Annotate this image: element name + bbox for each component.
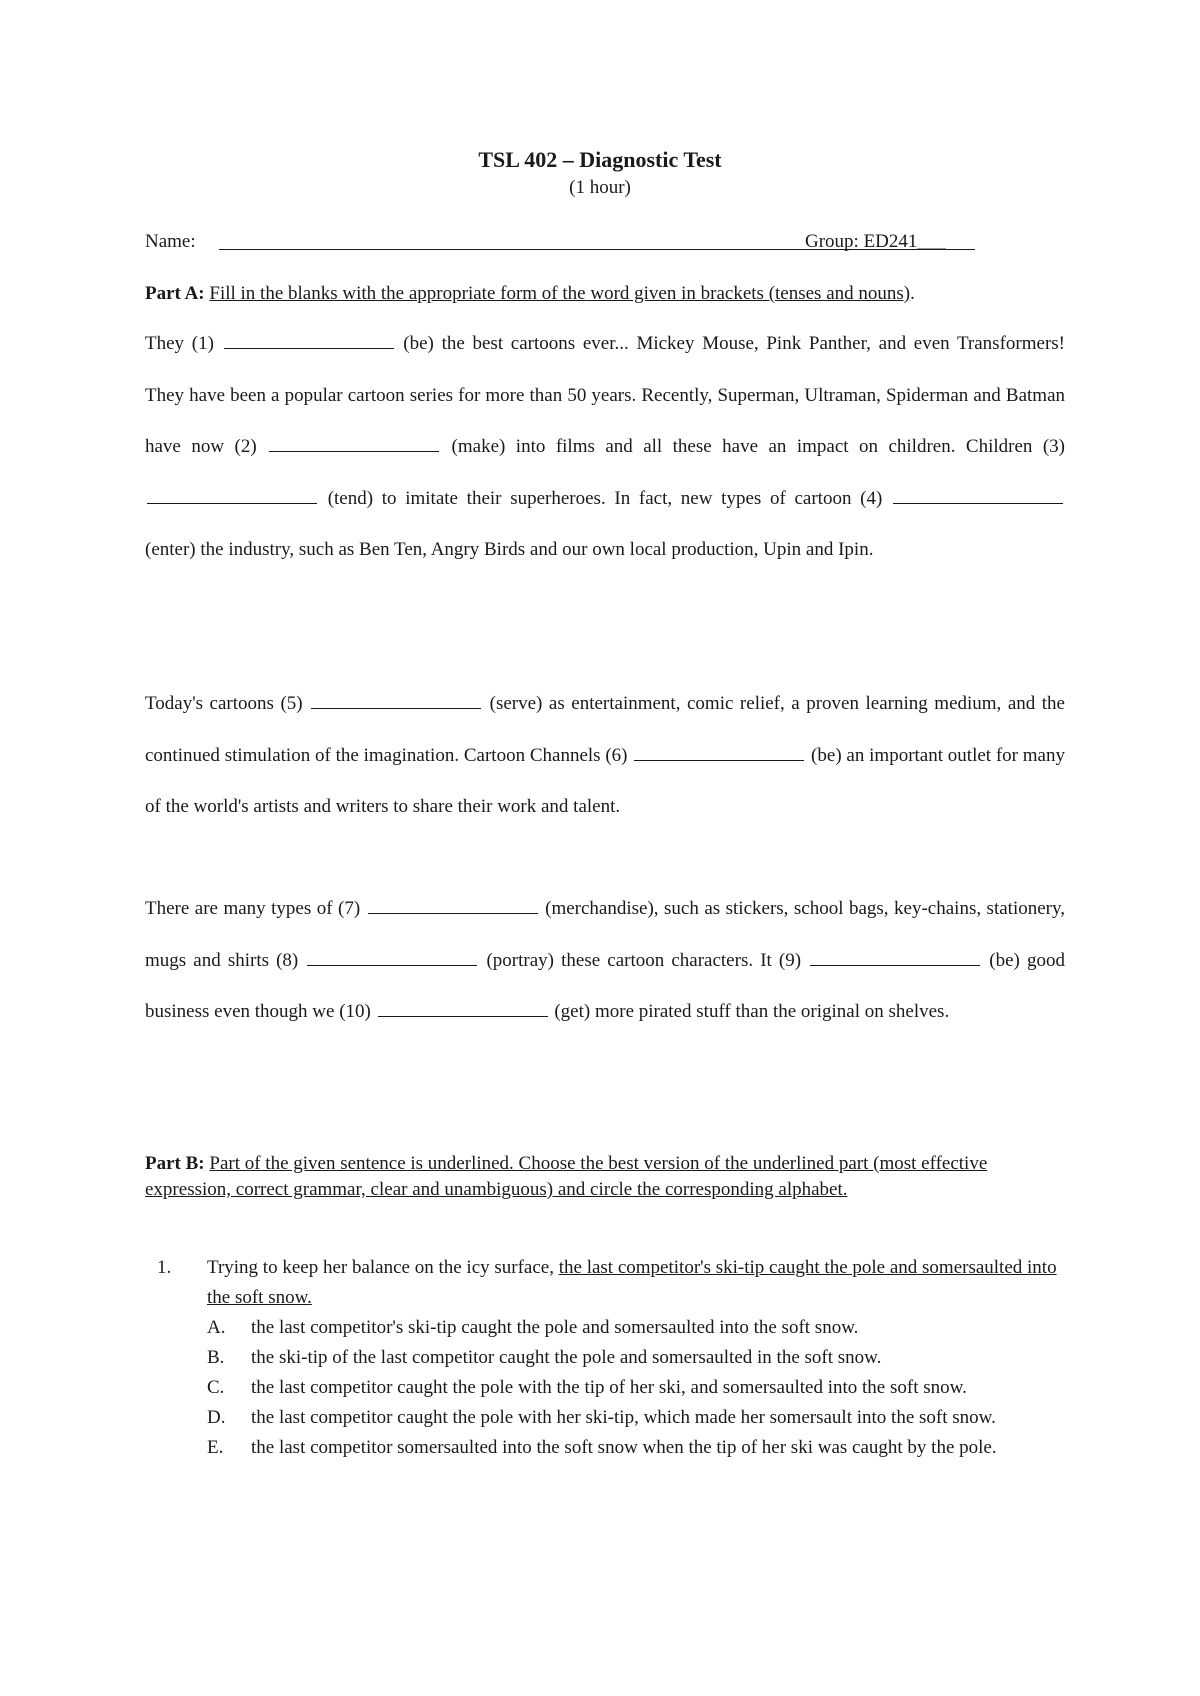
answer-blank-8[interactable] (307, 945, 477, 966)
question-stem-plain: Trying to keep her balance on the icy surface, (207, 1257, 559, 1278)
answer-blank-3[interactable] (147, 483, 317, 504)
part-b-instruction-text: Part of the given sentence is underlined. Choose the best version of the underlined part (most effective expression, correct grammar, clear and unambiguous) and circle the corresponding alphabet. (145, 1153, 988, 1200)
paragraph-text: (get) more pirated stuff than the original on shelves. (549, 1001, 950, 1022)
option-text: the last competitor somersaulted into the soft snow when the tip of her ski was caught by the pole. (251, 1437, 997, 1458)
answer-blank-7[interactable] (368, 893, 538, 914)
option-text: the last competitor caught the pole with the tip of her ski, and somersaulted into the soft snow. (251, 1377, 967, 1398)
part-a-instruction (145, 280, 1065, 308)
paragraph-text: (make) into films and all these have an impact on children. Children (3) (441, 436, 1065, 457)
option-b[interactable] (145, 1343, 1065, 1373)
option-a[interactable] (145, 1313, 1065, 1343)
part-b-instruction (145, 1151, 1065, 1203)
answer-blank-4[interactable] (893, 483, 1063, 504)
paragraph-text: There are many types of (7) (145, 898, 366, 919)
option-letter: D. (207, 1407, 226, 1428)
part-a-instruction-text: Fill in the blanks with the appropriate form of the word given in brackets (tenses and nouns) (209, 283, 911, 304)
part-a-label: Part A: (145, 283, 205, 304)
option-text: the last competitor's ski-tip caught the pole and somersaulted into the soft snow. (251, 1317, 859, 1338)
paragraph-text: (serve) as entertainment, comic relief, a proven learning medium, and the continued stimulation of the imagination. Cartoon Channels (6) (145, 693, 1065, 766)
paragraph-1 (145, 318, 1065, 576)
paragraph-text: (be) an important outlet for many of the world's artists and writers to share their work and talent. (145, 744, 1065, 817)
option-e[interactable] (145, 1433, 1065, 1463)
option-text: the ski-tip of the last competitor caught the pole and somersaulted in the soft snow. (251, 1347, 882, 1368)
paragraph-text: (tend) to imitate their superheroes. In fact, new types of cartoon (4) (319, 487, 891, 509)
answer-blank-10[interactable] (378, 996, 548, 1017)
paragraph-2 (145, 678, 1065, 833)
option-letter: E. (207, 1437, 224, 1458)
paragraph-text: (portray) these cartoon characters. It (9) (479, 949, 809, 971)
answer-blank-9[interactable] (810, 945, 980, 966)
answer-blank-1[interactable] (224, 328, 394, 349)
duration-text: (1 hour) (569, 177, 631, 198)
part-a-instruction-end: . (910, 283, 915, 304)
answer-blank-6[interactable] (634, 740, 804, 761)
question-number: 1. (157, 1257, 172, 1278)
option-text: the last competitor caught the pole with her ski-tip, which made her somersault into the soft snow. (251, 1407, 996, 1428)
question-stem (207, 1253, 1065, 1313)
paragraph-text: (be) good business even though we (10) (145, 949, 1065, 1022)
option-d[interactable] (145, 1403, 1065, 1433)
page-title: TSL 402 – Diagnostic Test (478, 147, 722, 172)
paragraph-text: (enter) the industry, such as Ben Ten, Angry Birds and our own local production, Upin and Ipin. (145, 539, 874, 560)
option-letter: A. (207, 1317, 226, 1338)
option-c[interactable] (145, 1373, 1065, 1403)
paragraph-text: (be) the best cartoons ever... Mickey Mouse, Pink Panther, and even Transformers! They have been a popular cartoon series for more than 50 years. Recently, Superman, Ultraman, Spiderman and Batman have now (2) (145, 333, 1065, 457)
option-list (145, 1313, 1065, 1463)
answer-blank-5[interactable] (311, 688, 481, 709)
name-label: Name: (145, 231, 196, 252)
option-letter: B. (207, 1347, 225, 1368)
question-stem-underlined: the last competitor's ski-tip caught the pole and somersaulted into the soft snow. (207, 1257, 1057, 1308)
part-b-label: Part B: (145, 1153, 205, 1174)
paragraph-3 (145, 883, 1065, 1038)
student-info-row (145, 228, 1065, 256)
question-1 (145, 1253, 1065, 1463)
paragraph-text: Today's cartoons (5) (145, 693, 310, 714)
paragraph-text: (merchandise), such as stickers, school bags, key-chains, stationery, mugs and shirts (8) (145, 898, 1065, 971)
paragraph-text: They (1) (145, 333, 222, 354)
answer-blank-2[interactable] (269, 431, 439, 452)
option-letter: C. (207, 1377, 225, 1398)
group-text: Group: ED241___ (805, 231, 946, 252)
